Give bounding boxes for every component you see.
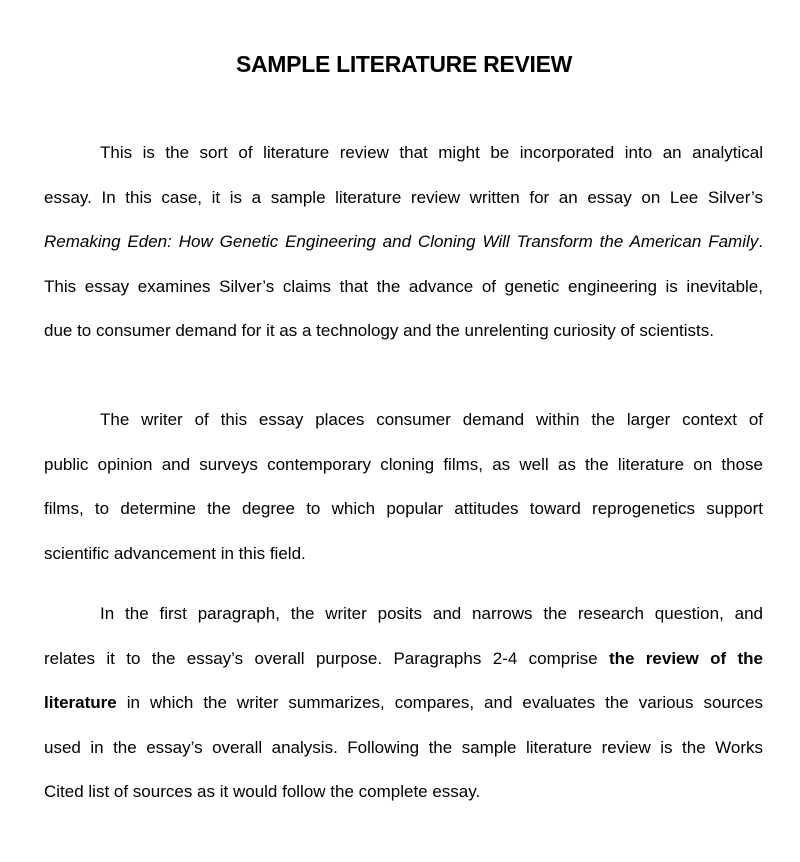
paragraph-line: The writer of this essay places consumer demand within the larger context of: [100, 410, 763, 429]
paragraph-intro: [44, 131, 763, 354]
emphasis-text: the review of the: [608, 648, 763, 668]
paragraph-line: essay. In this case, it is a sample literature review written for an essay on Lee Silver’s: [44, 187, 763, 207]
paragraph-line: Cited list of sources as it would follow the complete essay.: [44, 782, 481, 801]
paragraph-line: films, to determine the degree to which popular attitudes toward reprogenetics support: [44, 499, 763, 518]
paragraph-line: used in the essay’s overall analysis. Following the sample literature review is the Works: [44, 737, 763, 757]
line-text: in which the writer summarizes, compares, and evaluates the various sources: [116, 693, 763, 712]
book-title: Remaking Eden: How Genetic Engineering and Cloning Will Transform the American Family: [44, 232, 759, 251]
paragraph-line: [44, 681, 763, 726]
paragraph-line: scientific advancement in this field.: [44, 543, 306, 563]
paragraph-line: This is the sort of literature review that might be incorporated into an analytical: [100, 143, 763, 162]
paragraph-context: [44, 398, 763, 576]
emphasis-text: literature: [44, 693, 117, 712]
line-text: relates it to the essay’s overall purpose. Paragraphs 2-4 comprise: [44, 648, 609, 668]
paragraph-line: This essay examines Silver’s claims that the advance of genetic engineering is inevitable,: [44, 276, 763, 296]
paragraph-line: due to consumer demand for it as a technology and the unrelenting curiosity of scientists.: [44, 321, 714, 340]
paragraph-line: public opinion and surveys contemporary cloning films, as well as the literature on those: [44, 454, 763, 474]
paragraph-line: [44, 220, 763, 265]
paragraph-line: In the first paragraph, the writer posits and narrows the research question, and: [100, 604, 763, 623]
page-title: SAMPLE LITERATURE REVIEW: [235, 51, 573, 77]
paragraph-structure: [44, 592, 763, 815]
paragraph-line: [44, 637, 763, 682]
book-title-period: .: [758, 232, 763, 251]
